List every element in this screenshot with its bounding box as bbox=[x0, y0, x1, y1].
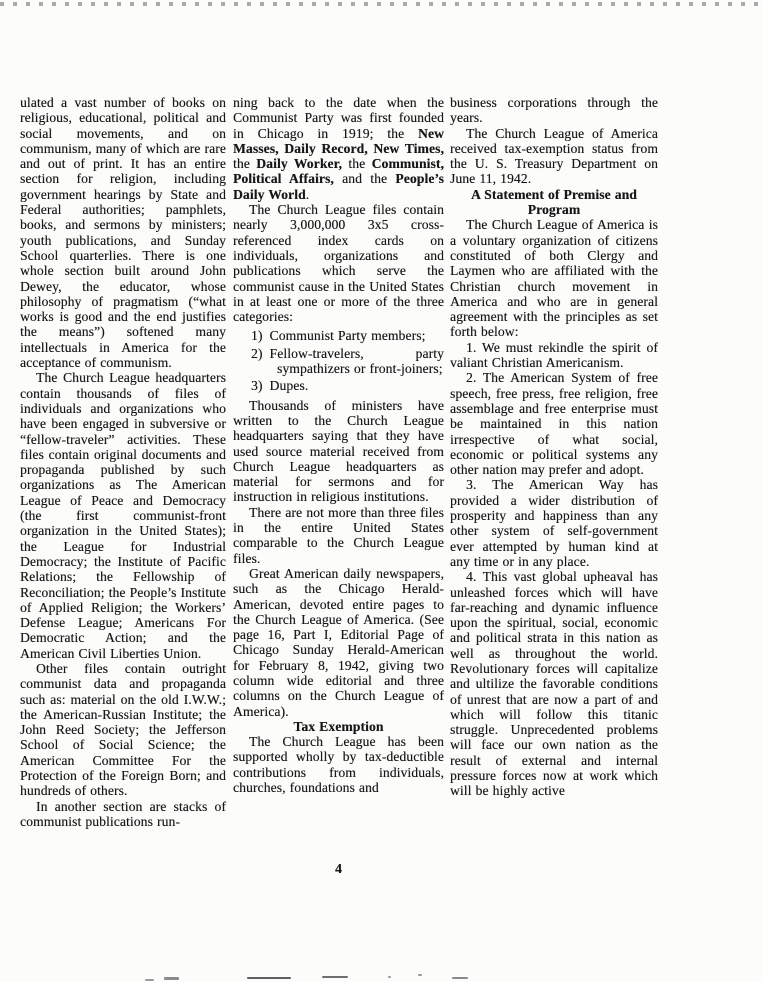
paragraph: There are not more than three files in the entire United States comparable to the Church League files. bbox=[233, 504, 444, 566]
scan-artifact bbox=[388, 976, 391, 978]
scan-artifact bbox=[322, 976, 348, 978]
paragraph: The Church League of America received tax-exemption status from the U. S. Treasury Department on June 11, 1942. bbox=[450, 125, 658, 187]
scan-artifact bbox=[247, 977, 291, 979]
numbered-paragraph: 4. This vast global upheaval has unleashed forces which will have far-reaching and dynamic influence upon the spiritual, social, economic and political strata in this nation as well as throughout the world. Revolutionary forces will capitalize and ultilize the favorable conditions of unrest that are now a part of and which will follow this titanic struggle. Unprecedented problems will face our own nation as the result of external and internal pressure forces now at work which will be highly active bbox=[450, 569, 658, 799]
list-item bbox=[233, 346, 444, 377]
paragraph: The Church League headquarters contain thousands of files of individuals and organizations who have been engaged in subversive or “fellow-traveler” activities. These files contain original documents and propaganda published by such organizations as The American League of Peace and Democracy (the first communist-front organization in the United States); the League for Industrial Democracy; the Institute of Pacific Relations; the Fellowship of Reconciliation; the People’s Institute of Applied Religion; the Workers’ Defense League; Americans For Democratic Action; and the American Civil Liberties Union. bbox=[20, 370, 226, 661]
text-run: ning back to the date when the Communist Party was first founded in Chicago in 1919; the bbox=[233, 95, 444, 141]
numbered-paragraph: 3. The American Way has provided a wider distribution of prosperity and happiness than any other system of self-government ever attempted by human kind at any time or in any place. bbox=[450, 477, 658, 569]
text-run: the bbox=[233, 156, 257, 172]
paragraph: business corporations through the years. bbox=[450, 95, 658, 126]
publication-name: Daily Worker, bbox=[256, 156, 342, 172]
paragraph: The Church League files contain nearly 3,000,000 3x5 cross-referenced index cards on individuals, organizations and publications which serve the communist cause in the United States in at least one or more of the three categories: bbox=[233, 202, 444, 325]
list-item-number: 3) bbox=[251, 378, 263, 394]
list-item bbox=[233, 328, 444, 343]
section-heading-statement-of-premise: A Statement of Premise and Program bbox=[471, 186, 637, 218]
paragraph: Thousands of ministers have written to the Church League headquarters saying that they have used source material received from Church League headquarters as material for sermons and for instruction in religious institutions. bbox=[233, 397, 444, 505]
paragraph: Other files contain outright communist data and propaganda such as: material on the old I.W.W.; the American-Russian Institute; the John Reed Society; the Jefferson School of Social Science; the American Committee For the Protection of the Foreign Born; and hundreds of others. bbox=[20, 660, 226, 799]
publication-name: New Masses, Daily Record, New Times, bbox=[233, 125, 444, 156]
numbered-list bbox=[233, 328, 444, 393]
text-run: . bbox=[305, 186, 310, 202]
section-heading-tax-exemption: Tax Exemption bbox=[293, 718, 384, 734]
scan-artifact bbox=[418, 974, 422, 976]
list-item-text: Fellow-travelers, party sympathizers or front-joiners; bbox=[269, 345, 444, 377]
list-item-number: 2) bbox=[251, 345, 263, 361]
scan-artifact bbox=[452, 977, 468, 979]
page-number: 4 bbox=[335, 861, 342, 876]
paragraph: Great American daily newspapers, such as the Chicago Herald-American, devoted entire pages to the Church League of America. (See page 16, Part I, Editorial Page of Chicago Sunday Herald-American for February 8, 1942, giving two column wide editorial and three columns on the Church League of America). bbox=[233, 565, 444, 719]
top-dotted-border bbox=[0, 2, 763, 6]
text-run: the bbox=[342, 156, 372, 172]
list-item-text: Dupes. bbox=[269, 378, 309, 394]
paragraph: The Church League has been supported wholly by tax-deductible contributions from individuals, churches, foundations and bbox=[233, 734, 444, 796]
list-item-number: 1) bbox=[251, 328, 263, 344]
text-column-3 bbox=[450, 95, 658, 799]
text-run: and the bbox=[333, 171, 396, 187]
scan-artifact bbox=[145, 979, 154, 981]
numbered-paragraph: 2. The American System of free speech, free press, free religion, free assemblage and free enterprise must be maintained in this nation irrespective of what social, economic or political systems any other nation may prefer and adopt. bbox=[450, 370, 658, 478]
scan-artifact bbox=[164, 977, 179, 980]
publication-name: People’s Daily World bbox=[233, 171, 444, 202]
paragraph bbox=[233, 95, 444, 202]
text-column-2 bbox=[233, 95, 444, 795]
paragraph: The Church League of America is a voluntary organization of citizens constituted of both Clergy and Laymen who are affiliated with the Christian church movement in America and who are in general agreement with the principles as set forth below: bbox=[450, 217, 658, 340]
list-item-text: Communist Party members; bbox=[269, 328, 426, 344]
paragraph: ulated a vast number of books on religious, educational, political and social movements, and on communism, many of which are rare and out of print. It has an entire section for religion, including government hearings by State and Federal authorities; pamphlets, books, and sermons by ministers; youth publications, and Sunday School quarterlies. There is one whole section built around John Dewey, the educator, whose philosophy of pragmatism (“what works is good and the end justifies the means”) softened many intellectuals in America for the acceptance of communism. bbox=[20, 95, 226, 371]
paragraph: In another section are stacks of communist publications run- bbox=[20, 798, 226, 829]
numbered-paragraph: 1. We must rekindle the spirit of valiant Christian Americanism. bbox=[450, 339, 658, 371]
publication-name: Communist, Political Affairs, bbox=[233, 156, 444, 187]
list-item bbox=[233, 378, 444, 393]
text-column-1 bbox=[20, 95, 226, 829]
